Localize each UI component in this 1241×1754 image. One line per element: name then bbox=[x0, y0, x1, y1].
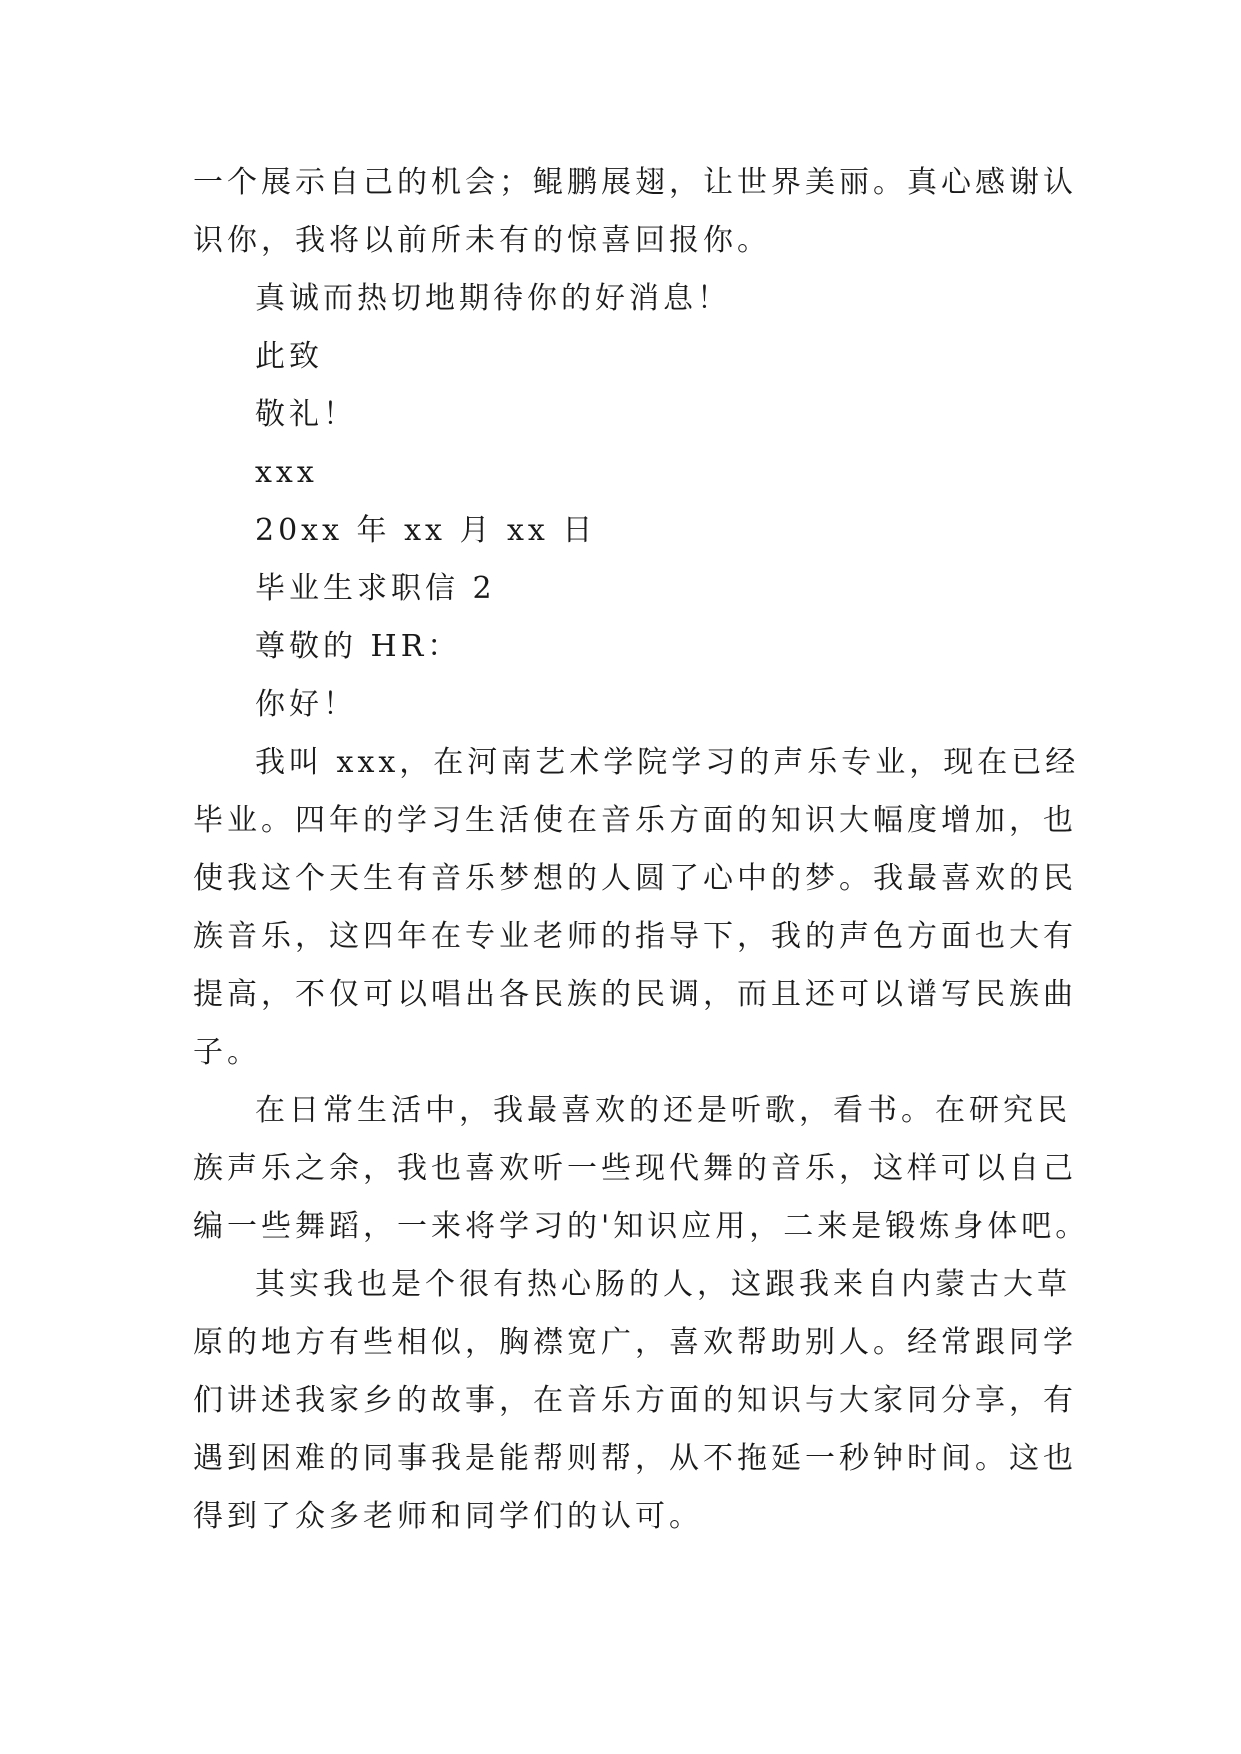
paragraph-line: 遇到困难的同事我是能帮则帮，从不拖延一秒钟时间。这也 bbox=[193, 1441, 1077, 1476]
paragraph-line: 原的地方有些相似，胸襟宽广，喜欢帮助别人。经常跟同学 bbox=[193, 1325, 1077, 1360]
signature-date: 20xx 年 xx 月 xx 日 bbox=[255, 513, 597, 548]
paragraph-line: 我叫 xxx，在河南艺术学院学习的声乐专业，现在已经 bbox=[255, 745, 1080, 780]
signature-name: xxx bbox=[255, 455, 318, 490]
paragraph-line: 编一些舞蹈，一来将学习的'知识应用，二来是锻炼身体吧。 bbox=[193, 1209, 1090, 1244]
paragraph-line: 毕业。四年的学习生活使在音乐方面的知识大幅度增加，也 bbox=[193, 803, 1077, 838]
text-line: 识你，我将以前所未有的惊喜回报你。 bbox=[193, 223, 771, 258]
paragraph-line: 得到了众多老师和同学们的认可。 bbox=[193, 1499, 703, 1534]
greeting-hello: 你好！ bbox=[255, 687, 357, 722]
paragraph-line: 们讲述我家乡的故事，在音乐方面的知识与大家同分享，有 bbox=[193, 1383, 1077, 1418]
paragraph-line: 族音乐，这四年在专业老师的指导下，我的声色方面也大有 bbox=[193, 919, 1077, 954]
paragraph-line: 族声乐之余，我也喜欢听一些现代舞的音乐，这样可以自己 bbox=[193, 1151, 1077, 1186]
paragraph-line: 其实我也是个很有热心肠的人，这跟我来自内蒙古大草 bbox=[255, 1267, 1071, 1302]
salutation-ci-zhi: 此致 bbox=[255, 339, 323, 374]
closing-wish: 真诚而热切地期待你的好消息！ bbox=[255, 281, 731, 316]
paragraph-line: 在日常生活中，我最喜欢的还是听歌，看书。在研究民 bbox=[255, 1093, 1071, 1128]
paragraph-line: 子。 bbox=[193, 1035, 261, 1070]
paragraph-line: 提高，不仅可以唱出各民族的民调，而且还可以谱写民族曲 bbox=[193, 977, 1077, 1012]
salutation-jing-li: 敬礼！ bbox=[255, 397, 357, 432]
text-line: 一个展示自己的机会；鲲鹏展翅，让世界美丽。真心感谢认 bbox=[193, 165, 1077, 200]
section-title: 毕业生求职信 2 bbox=[255, 571, 496, 606]
paragraph-line: 使我这个天生有音乐梦想的人圆了心中的梦。我最喜欢的民 bbox=[193, 861, 1077, 896]
greeting-recipient: 尊敬的 HR： bbox=[255, 629, 462, 664]
document-body bbox=[193, 154, 1090, 1546]
